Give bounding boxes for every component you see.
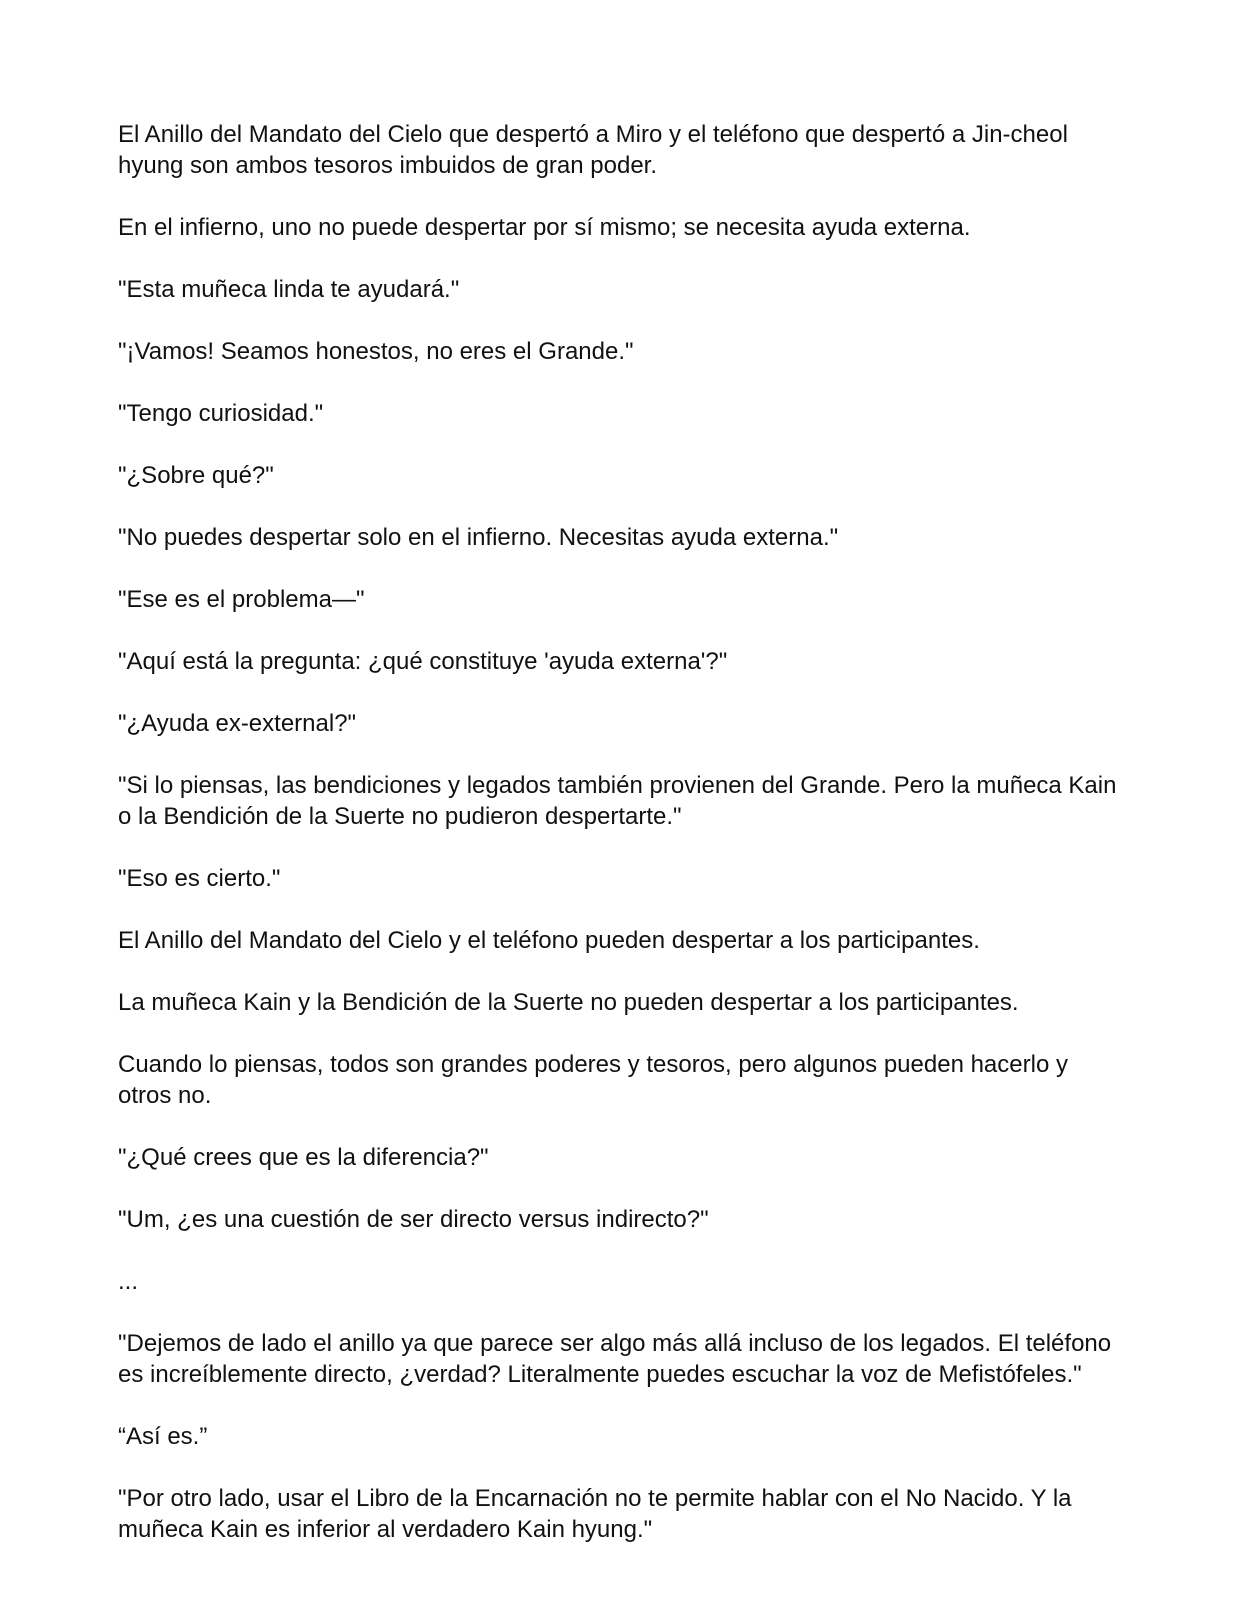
paragraph: El Anillo del Mandato del Cielo y el teléfono pueden despertar a los participantes. xyxy=(118,927,980,954)
paragraph: ... xyxy=(118,1268,139,1295)
paragraph: Cuando lo piensas, todos son grandes poderes y tesoros, pero algunos pueden hacerlo y otros no. xyxy=(118,1051,1068,1109)
paragraph: "Dejemos de lado el anillo ya que parece ser algo más allá incluso de los legados. El teléfono es increíblemente directo, ¿verdad? Literalmente puedes escuchar la voz de Mefistófeles." xyxy=(118,1330,1112,1388)
paragraph: "¿Qué crees que es la diferencia?" xyxy=(118,1144,489,1171)
paragraph: La muñeca Kain y la Bendición de la Suerte no pueden despertar a los participantes. xyxy=(118,989,1019,1016)
paragraph: "¡Vamos! Seamos honestos, no eres el Grande." xyxy=(118,338,634,365)
paragraph: "¿Sobre qué?" xyxy=(118,462,274,489)
paragraph: "No puedes despertar solo en el infierno. Necesitas ayuda externa." xyxy=(118,524,839,551)
paragraph: "¿Ayuda ex-external?" xyxy=(118,710,357,737)
paragraph: "Por otro lado, usar el Libro de la Encarnación no te permite hablar con el No Nacido. Y la muñeca Kain es inferior al verdadero Kain hyung." xyxy=(118,1485,1072,1543)
paragraph: “Así es.” xyxy=(118,1423,208,1450)
paragraph: "Esta muñeca linda te ayudará." xyxy=(118,276,460,303)
paragraph: "Si lo piensas, las bendiciones y legados también provienen del Grande. Pero la muñeca Kain o la Bendición de la Suerte no pudieron despertarte." xyxy=(118,772,1117,830)
paragraph: "Um, ¿es una cuestión de ser directo versus indirecto?" xyxy=(118,1206,709,1233)
document-body xyxy=(118,119,1118,1576)
paragraph: "Aquí está la pregunta: ¿qué constituye 'ayuda externa'?" xyxy=(118,648,728,675)
paragraph: El Anillo del Mandato del Cielo que despertó a Miro y el teléfono que despertó a Jin-cheol hyung son ambos tesoros imbuidos de gran poder. xyxy=(118,121,1068,179)
paragraph: "Tengo curiosidad." xyxy=(118,400,324,427)
paragraph: En el infierno, uno no puede despertar por sí mismo; se necesita ayuda externa. xyxy=(118,214,971,241)
paragraph: "Ese es el problema—" xyxy=(118,586,365,613)
paragraph: "Eso es cierto." xyxy=(118,865,281,892)
